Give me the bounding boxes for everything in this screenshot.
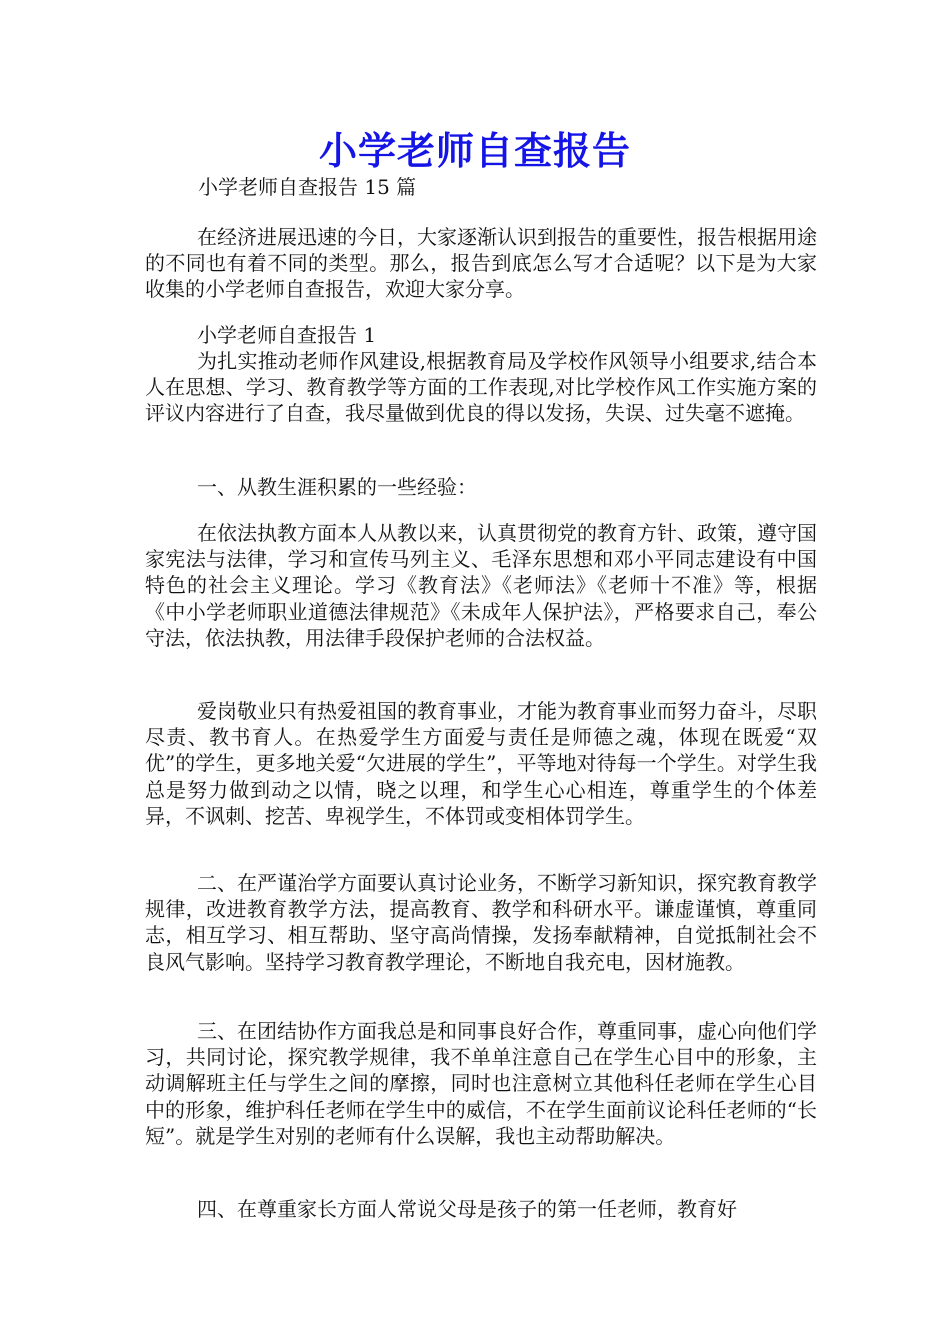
point2-paragraph: 二、在严谨治学方面要认真讨论业务，不断学习新知识，探究教育教学规律，改进教育教学方法，提高教育、教学和科研水平。谦虚谨慎，尊重同志，相互学习、相互帮助、坚守高尚情操，发扬奉献精神，自觉抵制社会不良风气影响。坚持学习教育教学理论，不断地自我充电，因材施教。 xyxy=(145,871,817,974)
section-heading: 小学老师自查报告 1 xyxy=(197,323,377,347)
point4-paragraph: 四、在尊重家长方面人常说父母是孩子的第一任老师，教育好 xyxy=(197,1197,737,1221)
point1-heading: 一、从教生涯积累的一些经验： xyxy=(197,475,477,499)
point3-paragraph: 三、在团结协作方面我总是和同事良好合作，尊重同事，虚心向他们学习，共同讨论，探究教学规律，我不单单注意自己在学生心目中的形象，主动调解班主任与学生之间的摩擦，同时也注意树立其他科任老师在学生心目中的形象，维护科任老师在学生中的威信，不在学生面前议论科任老师的“长短”。就是学生对别的老师有什么误解，我也主动帮助解决。 xyxy=(145,1019,817,1148)
point1-paragraph-2: 爱岗敬业只有热爱祖国的教育事业，才能为教育事业而努力奋斗，尽职尽责、教书育人。在热爱学生方面爱与责任是师德之魂，体现在既爱“双优”的学生，更多地关爱“欠进展的学生”，平等地对待每一个学生。对学生我总是努力做到动之以情，晓之以理，和学生心心相连，尊重学生的个体差异，不讽刺、挖苦、卑视学生，不体罚或变相体罚学生。 xyxy=(145,699,817,828)
document-subtitle: 小学老师自查报告 15 篇 xyxy=(198,175,417,199)
document-title: 小学老师自查报告 xyxy=(318,128,631,173)
section1-paragraph: 为扎实推动老师作风建设,根据教育局及学校作风领导小组要求,结合本人在思想、学习、教育教学等方面的工作表现,对比学校作风工作实施方案的评议内容进行了自查，我尽量做到优良的得以发扬，失误、过失毫不遮掩。 xyxy=(145,349,817,426)
point1-paragraph-1: 在依法执教方面本人从教以来，认真贯彻党的教育方针、政策，遵守国家宪法与法律，学习和宣传马列主义、毛泽东思想和邓小平同志建设有中国特色的社会主义理论。学习《教育法》《老师法》《老师十不准》等，根据《中小学老师职业道德法律规范》《未成年人保护法》，严格要求自己，奉公守法，依法执教，用法律手段保护老师的合法权益。 xyxy=(145,521,817,650)
intro-paragraph: 在经济进展迅速的今日，大家逐渐认识到报告的重要性，报告根据用途的不同也有着不同的类型。那么，报告到底怎么写才合适呢？以下是为大家收集的小学老师自查报告，欢迎大家分享。 xyxy=(145,225,817,302)
